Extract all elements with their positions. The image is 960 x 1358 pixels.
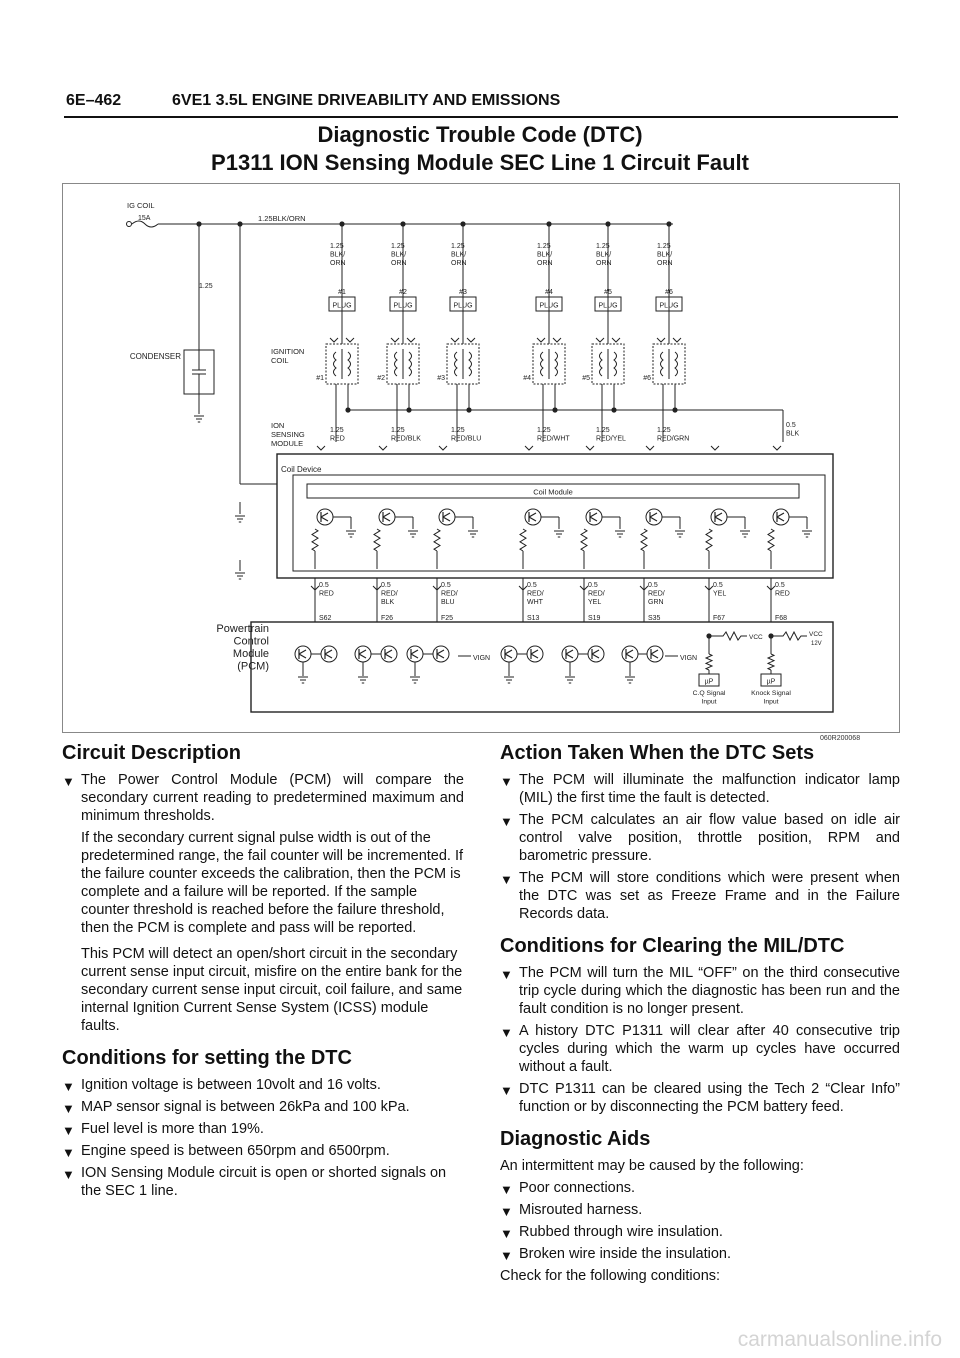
diagram-label: µP [704, 678, 714, 686]
page-header [64, 90, 898, 118]
doc-title-line1: Diagnostic Trouble Code (DTC) [317, 122, 643, 147]
diagnostic-aids-item [500, 1179, 900, 1197]
circuit-description-para1: If the secondary current signal pulse width is out of the predetermined range, the fail counter will be incremented. If the failure counter exceeds the calibration, then the PCM is complete and a failure will be reported. If the sample counter threshold is reached before the failure threshold, then the PCM is complete and pass will be reported. [81, 830, 464, 936]
terminal-icon [127, 222, 132, 227]
transistor-icon [317, 509, 333, 525]
splice-dot [552, 407, 557, 412]
splice-dot [345, 407, 350, 412]
diagram-label: RED/GRN [657, 435, 690, 443]
transistor-icon [379, 509, 395, 525]
coil-winding-icon [469, 352, 472, 376]
connector-icon [537, 338, 545, 342]
transistor-icon [647, 646, 663, 662]
bullet-marker-icon: ▼ [62, 1079, 75, 1094]
connector-icon [525, 446, 533, 450]
diagram-label: ORN [391, 260, 407, 267]
bullet-marker-icon: ▼ [500, 1248, 513, 1263]
coil-winding-icon [555, 352, 558, 376]
ground-icon [410, 677, 420, 683]
action-taken-item [500, 869, 900, 923]
connector-icon [346, 338, 354, 342]
splice-dot [466, 407, 471, 412]
diagram-label: #4 [545, 289, 553, 296]
diagram-label: S62 [319, 615, 332, 622]
ground-icon [675, 531, 685, 537]
ground-icon [408, 531, 418, 537]
watermark-text: carmanualsonline.info [737, 1328, 942, 1351]
action-taken-item [500, 771, 900, 807]
diagram-label: 0.5 [775, 582, 785, 589]
ground-icon [235, 516, 245, 522]
ground-icon [346, 531, 356, 537]
transistor-icon [586, 509, 602, 525]
ground-icon [298, 677, 308, 683]
transistor-symbol [529, 512, 536, 522]
transistor-icon [711, 509, 727, 525]
diagram-label: 1.25 [451, 243, 465, 250]
bullet-marker-icon: ▼ [500, 967, 513, 982]
ground-icon [802, 531, 812, 537]
transistor-symbol [383, 512, 390, 522]
diagram-label: #2 [377, 375, 385, 382]
conditions-setting-item [62, 1098, 464, 1116]
coil-winding-icon [455, 352, 458, 376]
action-taken-heading: Action Taken When the DTC Sets [500, 742, 815, 764]
diagram-label: F68 [775, 615, 788, 622]
ground-icon [194, 416, 204, 422]
ground-icon [625, 677, 635, 683]
connector-icon [596, 338, 604, 342]
diagram-label: ORN [537, 260, 553, 267]
diagram-label: YEL [713, 590, 727, 598]
bullet-text: The Power Control Module (PCM) will compare the secondary current reading to predetermined maximum and minimum thresholds. [81, 772, 464, 824]
conditions-setting-heading: Conditions for setting the DTC [62, 1047, 352, 1069]
diagram-label: VIGN [473, 655, 491, 662]
transistor-symbol [299, 649, 306, 659]
diagram-label: Powertrain [216, 623, 269, 635]
diagram-label: BLK [381, 599, 395, 606]
resistor-icon [581, 529, 587, 551]
left-column [62, 742, 464, 1204]
diagram-label: 1.25 [330, 243, 344, 250]
diagram-label: #3 [459, 289, 467, 296]
resistor-icon [641, 529, 647, 551]
diagram-label: 1.25 [657, 427, 671, 434]
diagram-label: #5 [582, 375, 590, 382]
connector-icon [673, 338, 681, 342]
conditions-setting-item [62, 1120, 464, 1138]
diagram-label: BLK/ [596, 251, 612, 259]
connector-icon [711, 446, 719, 450]
bullet-text: Rubbed through wire insulation. [519, 1224, 723, 1240]
transistor-symbol [592, 649, 599, 659]
diagram-label: VIGN [680, 655, 698, 662]
transistor-icon [433, 646, 449, 662]
diagram-label: 0.5 [381, 582, 391, 589]
diagram-label: RED/ [441, 590, 458, 598]
diagram-label: #2 [399, 289, 407, 296]
resistor-icon [706, 654, 712, 670]
connector-icon [317, 446, 325, 450]
diagram-label: Knock Signal [751, 690, 791, 697]
diagram-label: BLK/ [537, 251, 553, 259]
bullet-text: ION Sensing Module circuit is open or shorted signals on the SEC 1 line. [81, 1165, 447, 1199]
coil-winding-icon [409, 352, 412, 376]
diagram-label: 1.25 [537, 243, 551, 250]
diagnostic-aids-item [500, 1201, 900, 1219]
coil-winding-icon [661, 352, 664, 376]
diagnostic-aids-item [500, 1223, 900, 1241]
clearing-item [500, 1080, 900, 1116]
clearing-item [500, 964, 900, 1018]
diagram-label: RED/BLK [391, 435, 421, 443]
diagram-label: 12V [811, 641, 822, 647]
transistor-symbol [531, 649, 538, 659]
conditions-setting-item [62, 1076, 464, 1094]
clearing-heading: Conditions for Clearing the MIL/DTC [500, 935, 845, 957]
resistor-icon [434, 529, 440, 551]
transistor-symbol [650, 512, 657, 522]
connector-icon [407, 338, 415, 342]
bullet-text: DTC P1311 can be cleared using the Tech 2 “Clear Info” function or by disconnecting the PCM battery feed. [519, 1081, 900, 1115]
footer-watermark [0, 1322, 960, 1358]
diagram-label: S19 [588, 615, 601, 622]
coil-device-box [277, 454, 833, 578]
transistor-symbol [626, 649, 633, 659]
diagram-label: ORN [596, 260, 612, 267]
diagram-label: BLK/ [330, 251, 346, 259]
capacitor-icon [192, 350, 206, 394]
transistor-symbol [505, 649, 512, 659]
doc-title-line2: P1311 ION Sensing Module SEC Line 1 Circuit Fault [211, 150, 749, 175]
coil-winding-icon [541, 352, 544, 376]
diagram-label: RED/ [648, 590, 665, 598]
diagram-label: BLU [441, 599, 455, 606]
connector-icon [467, 338, 475, 342]
diagnostic-aids-heading: Diagnostic Aids [500, 1128, 651, 1150]
diagnostic-aids-outro: Check for the following conditions: [500, 1268, 721, 1284]
diagram-label: BLK/ [391, 251, 407, 259]
diagram-label: RED [319, 590, 334, 598]
coil-winding-icon [614, 352, 617, 376]
bullet-marker-icon: ▼ [62, 774, 75, 789]
ground-icon [740, 531, 750, 537]
diagram-label: RED [775, 590, 790, 598]
diagram-label: GRN [648, 599, 664, 606]
splice-dot [406, 407, 411, 412]
resistor-icon [520, 529, 526, 551]
diagram-label: 1.25 [391, 427, 405, 434]
coil-winding-icon [334, 352, 337, 376]
diagram-label: PLUG [598, 302, 618, 310]
diagram-label: 0.5 [441, 582, 451, 589]
diagram-label: RED/ [588, 590, 605, 598]
transistor-icon [321, 646, 337, 662]
resistor-icon [768, 654, 774, 670]
transistor-icon [525, 509, 541, 525]
transistor-icon [646, 509, 662, 525]
diagram-label: IG COIL [127, 201, 155, 210]
diagram-label: BLK [786, 430, 800, 438]
diagram-label: RED/ [381, 590, 398, 598]
bullet-marker-icon: ▼ [500, 814, 513, 829]
bullet-text: The PCM calculates an air flow value based on idle air control valve position, throttle position, RPM and barometric pressure. [519, 812, 900, 864]
connector-icon [586, 446, 594, 450]
diagram-label: SENSING [271, 430, 305, 439]
diagram-label: 1.25 [537, 427, 551, 434]
transistor-icon [295, 646, 311, 662]
transistor-icon [439, 509, 455, 525]
transistor-symbol [651, 649, 658, 659]
ground-icon [235, 573, 245, 579]
diagram-label: RED [330, 435, 345, 443]
diagram-label: #1 [316, 375, 324, 382]
bullet-marker-icon: ▼ [500, 1204, 513, 1219]
coil-winding-icon [600, 352, 603, 376]
transistor-icon [588, 646, 604, 662]
resistor-icon [706, 529, 712, 551]
coil-winding-icon [348, 352, 351, 376]
diagnostic-aids-item [500, 1245, 900, 1263]
right-column [500, 742, 900, 1285]
diagram-label: BLK/ [451, 251, 467, 259]
diagram-label: CONDENSER [129, 352, 181, 361]
diagram-label: #6 [665, 289, 673, 296]
diagram-label: ION [271, 421, 285, 430]
resistor-icon [312, 529, 318, 551]
ground-icon [565, 677, 575, 683]
diagram-label: #6 [643, 375, 651, 382]
bullet-text: MAP sensor signal is between 26kPa and 100 kPa. [81, 1099, 410, 1115]
diagram-label: ORN [451, 260, 467, 267]
diagram-label: 1.25 [657, 243, 671, 250]
transistor-icon [773, 509, 789, 525]
conditions-setting-item [62, 1142, 464, 1160]
connector-icon [439, 446, 447, 450]
diagram-label: #1 [338, 289, 346, 296]
bullet-marker-icon: ▼ [500, 1025, 513, 1040]
ground-icon [468, 531, 478, 537]
diagram-label: 0.5 [713, 582, 723, 589]
diagram-label: RED/WHT [537, 435, 570, 443]
bullet-text: The PCM will turn the MIL “OFF” on the third consecutive trip cycle during which the diagnostic has been run and the fault condition is no longer present. [519, 965, 900, 1017]
pullup-resistor-icon [709, 632, 747, 640]
transistor-symbol [443, 512, 450, 522]
diagram-label: Input [701, 698, 717, 706]
resistor-icon [768, 529, 774, 551]
diagram-label: PLUG [453, 302, 473, 310]
clearing-item [500, 1022, 900, 1076]
transistor-symbol [411, 649, 418, 659]
connector-icon [391, 338, 399, 342]
diagram-label: 0.5 [319, 582, 329, 589]
bullet-text: Broken wire inside the insulation. [519, 1246, 731, 1262]
diagram-label: RED/BLU [451, 435, 482, 443]
diagram-label: VCC [809, 631, 823, 638]
transistor-symbol [359, 649, 366, 659]
diagram-label: #4 [523, 375, 531, 382]
circuit-description-heading: Circuit Description [62, 742, 241, 764]
diagram-label: VCC [749, 634, 763, 641]
transistor-icon [562, 646, 578, 662]
transistor-symbol [321, 512, 328, 522]
diagram-label: µP [766, 678, 776, 686]
bullet-marker-icon: ▼ [62, 1145, 75, 1160]
diagram-label: 0.5 [527, 582, 537, 589]
connector-icon [612, 338, 620, 342]
diagram-label: ORN [657, 260, 673, 267]
coil-winding-icon [675, 352, 678, 376]
diagram-label: RED/YEL [596, 435, 626, 443]
diagram-label: 1.25BLK/ORN [258, 214, 306, 223]
ground-icon [615, 531, 625, 537]
bullet-marker-icon: ▼ [62, 1167, 75, 1182]
diagram-label: MODULE [271, 439, 304, 448]
diagram-label: #5 [604, 289, 612, 296]
transistor-symbol [566, 649, 573, 659]
transistor-symbol [325, 649, 332, 659]
diagram-label: C.Q Signal [692, 690, 726, 697]
bullet-text: Ignition voltage is between 10volt and 16 volts. [81, 1077, 381, 1093]
ground-icon [504, 677, 514, 683]
diagram-label: RED/ [527, 590, 544, 598]
page-number: 6E–462 [66, 92, 122, 109]
bullet-text: Misrouted harness. [519, 1202, 643, 1218]
diagram-label: PLUG [659, 302, 679, 310]
transistor-symbol [715, 512, 722, 522]
diagram-label: Module [232, 648, 269, 660]
bullet-marker-icon: ▼ [62, 1101, 75, 1116]
transistor-symbol [590, 512, 597, 522]
circuit-description-para2: This PCM will detect an open/short circuit in the secondary current sense input circuit, misfire on the entire bank for the secondary current sense input circuit, coil failure, and same internal Ignition Current Sense System (ICSS) module faults. [81, 946, 463, 1034]
transistor-symbol [385, 649, 392, 659]
transistor-icon [381, 646, 397, 662]
diagram-label: F26 [381, 615, 394, 622]
splice-dot [672, 407, 677, 412]
diagram-label: PLUG [332, 302, 352, 310]
bullet-text: Engine speed is between 650rpm and 6500rpm. [81, 1143, 390, 1159]
bullet-marker-icon: ▼ [62, 1123, 75, 1138]
diagram-label: Coil Module [533, 487, 573, 497]
bullet-text: Fuel level is more than 19%. [81, 1121, 264, 1137]
diagram-label: S35 [648, 615, 661, 622]
connector-icon [451, 338, 459, 342]
diagram-label: BLK/ [657, 251, 673, 259]
bullet-marker-icon: ▼ [500, 1182, 513, 1197]
diagram-label: F25 [441, 615, 454, 622]
diagram-label: ORN [330, 260, 346, 267]
diagram-label: Control [233, 635, 269, 648]
bullet-marker-icon: ▼ [500, 872, 513, 887]
diagram-label: S13 [527, 615, 540, 622]
ground-icon [554, 531, 564, 537]
figure-id: 060R200068 [820, 735, 861, 742]
diagram-label: 0.5 [648, 582, 658, 589]
resistor-icon [374, 529, 380, 551]
diagram-label: 1.25 [451, 427, 465, 434]
diagram-label: (PCM) [237, 660, 269, 673]
connector-icon [646, 446, 654, 450]
diagram-label: YEL [588, 599, 602, 606]
transistor-icon [527, 646, 543, 662]
diagram-label: Coil Device [281, 465, 322, 474]
diagram-label: IGNITION [271, 347, 305, 356]
splice-dot [611, 407, 616, 412]
connector-icon [773, 446, 781, 450]
wiring-diagram [62, 183, 900, 733]
diagram-label: 15A [138, 215, 151, 222]
bullet-text: The PCM will illuminate the malfunction indicator lamp (MIL) the first time the fault is detected. [519, 772, 900, 806]
pullup-resistor-icon [771, 632, 807, 640]
diagram-label: PLUG [539, 302, 559, 310]
bullet-text: Poor connections. [519, 1180, 636, 1196]
bullet-marker-icon: ▼ [500, 1083, 513, 1098]
transistor-symbol [437, 649, 444, 659]
ground-icon [358, 677, 368, 683]
diagram-label: #3 [437, 375, 445, 382]
connector-icon [553, 338, 561, 342]
diagram-label: 0.5 [786, 422, 796, 429]
diagram-label: PLUG [393, 302, 413, 310]
coil-winding-icon [395, 352, 398, 376]
action-taken-item [500, 811, 900, 865]
bullet-text: The PCM will store conditions which were present when the DTC was set as Freeze Frame and in the Failure Records data. [519, 870, 900, 922]
bullet-text: A history DTC P1311 will clear after 40 consecutive trip cycles during which the warm up cycles have occurred without a fault. [519, 1023, 900, 1075]
transistor-icon [407, 646, 423, 662]
diagram-label: 1.25 [596, 243, 610, 250]
section-title: 6VE1 3.5L ENGINE DRIVEABILITY AND EMISSIONS [172, 92, 561, 109]
transistor-symbol [777, 512, 784, 522]
connector-icon [379, 446, 387, 450]
diagram-label: Input [763, 698, 779, 706]
conditions-setting-item [62, 1164, 464, 1200]
connector-icon [330, 338, 338, 342]
wiring-diagram-svg [63, 184, 899, 732]
bullet-marker-icon: ▼ [500, 774, 513, 789]
diagram-label: 1.25 [330, 427, 344, 434]
circuit-description-bullet [62, 771, 464, 825]
diagram-label: 1.25 [199, 283, 213, 290]
diagram-label: 1.25 [596, 427, 610, 434]
connector-icon [657, 338, 665, 342]
diagram-label: WHT [527, 599, 543, 606]
transistor-icon [355, 646, 371, 662]
diagram-label: 0.5 [588, 582, 598, 589]
transistor-icon [501, 646, 517, 662]
transistor-icon [622, 646, 638, 662]
diagram-label: COIL [271, 356, 289, 365]
diagram-label: 1.25 [391, 243, 405, 250]
diagnostic-aids-intro: An intermittent may be caused by the following: [500, 1158, 804, 1174]
bullet-marker-icon: ▼ [500, 1226, 513, 1241]
diagram-label: F67 [713, 615, 726, 622]
